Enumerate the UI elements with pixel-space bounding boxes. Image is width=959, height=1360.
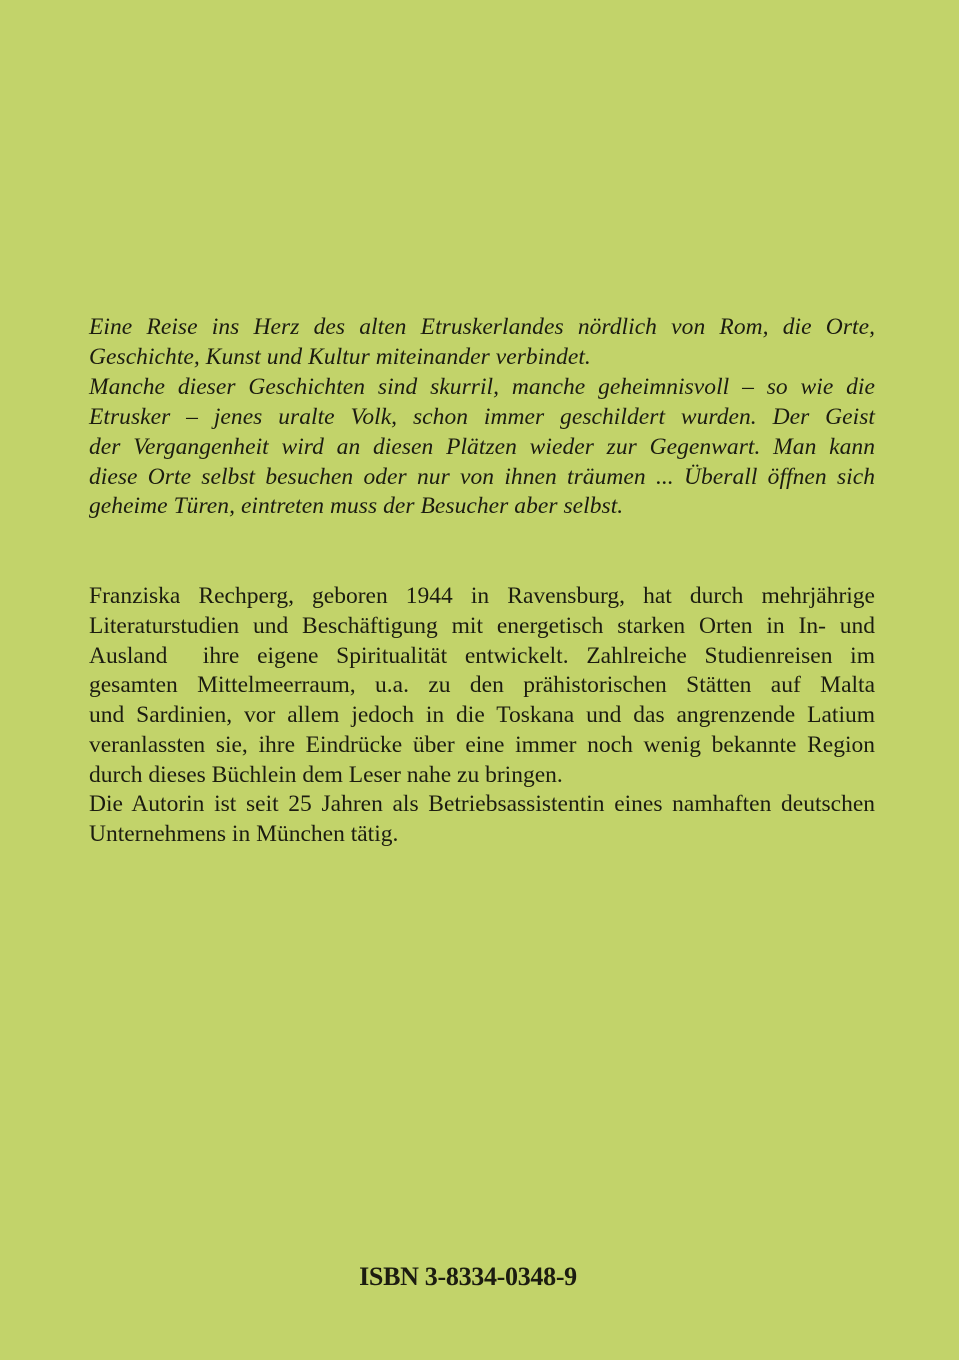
bio-line: Unternehmens in München tätig. [89, 821, 399, 847]
book-blurb [89, 313, 875, 522]
blurb-line: Geschichte, Kunst und Kultur miteinander verbindet. [89, 343, 591, 370]
bio-line: Ausland ihre eigene Spiritualität entwickelt. Zahlreiche Studienreisen im [89, 642, 875, 669]
bio-line: Die Autorin ist seit 25 Jahren als Betriebsassistentin eines namhaften deutschen [89, 791, 875, 818]
bio-line: gesamten Mittelmeerraum, u.a. zu den prähistorischen Stätten auf Malta [89, 672, 875, 699]
bio-line: Franziska Rechperg, geboren 1944 in Ravensburg, hat durch mehrjährige [89, 583, 875, 609]
blurb-line: Manche dieser Geschichten sind skurril, manche geheimnisvoll – so wie die [89, 373, 875, 400]
isbn-number: ISBN 3-8334-0348-9 [359, 1262, 577, 1291]
author-bio [89, 582, 875, 850]
blurb-line: Etrusker – jenes uralte Volk, schon immer geschildert wurden. Der Geist [89, 403, 875, 430]
blurb-line: der Vergangenheit wird an diesen Plätzen wieder zur Gegenwart. Man kann [89, 433, 875, 460]
blurb-line: Eine Reise ins Herz des alten Etruskerlandes nördlich von Rom, die Orte, [89, 314, 875, 340]
bio-line: und Sardinien, vor allem jedoch in die Toskana und das angrenzende Latium [89, 702, 875, 728]
bio-line: veranlassten sie, ihre Eindrücke über eine immer noch wenig bekannte Region [89, 731, 875, 758]
bio-line: durch dieses Büchlein dem Leser nahe zu bringen. [89, 761, 563, 788]
blurb-line: diese Orte selbst besuchen oder nur von ihnen träumen ... Überall öffnen sich [89, 463, 875, 490]
bio-line: Literaturstudien und Beschäftigung mit energetisch starken Orten in In- und [89, 612, 875, 639]
blurb-line: geheime Türen, eintreten muss der Besucher aber selbst. [89, 493, 624, 520]
